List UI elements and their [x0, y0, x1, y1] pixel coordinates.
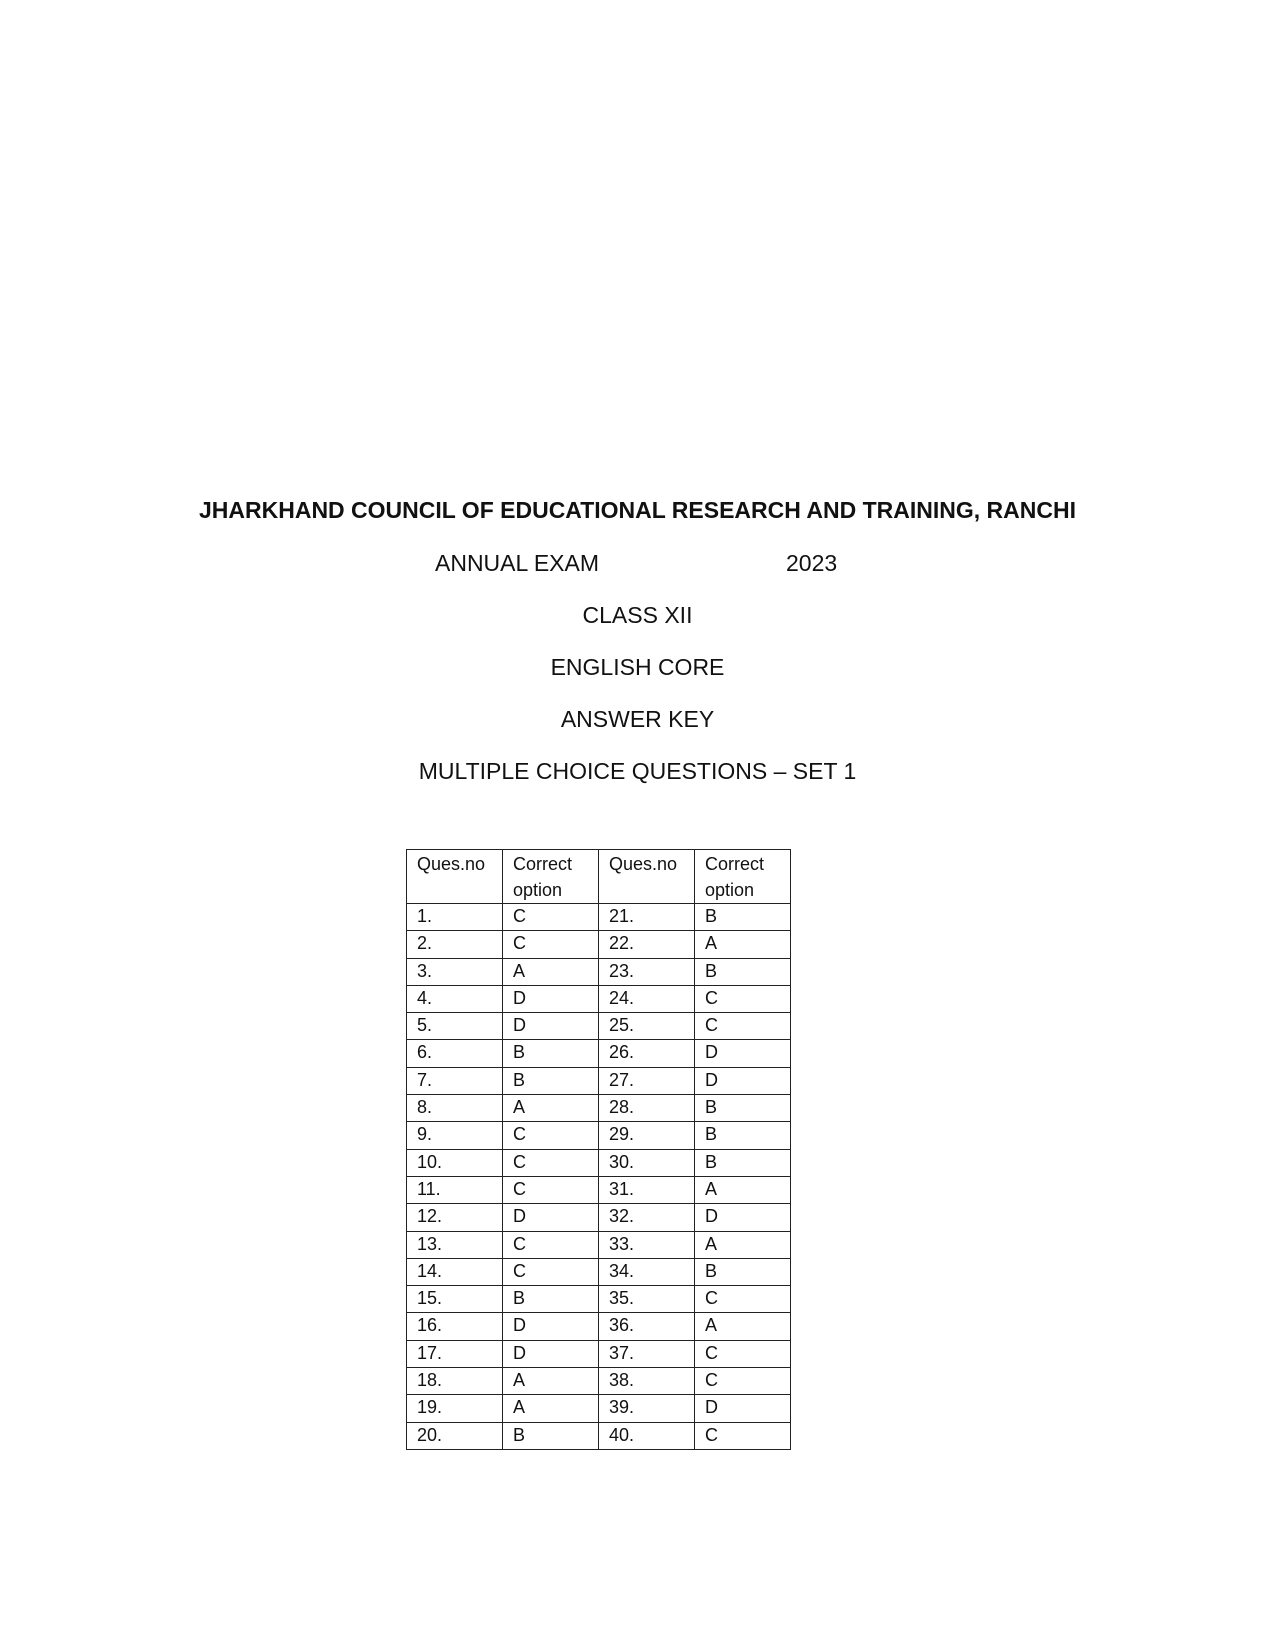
answer-cell: A	[503, 1395, 599, 1422]
answer-cell: C	[503, 1122, 599, 1149]
table-row	[407, 1395, 791, 1422]
question-number-cell: 20.	[407, 1422, 503, 1449]
answer-cell: B	[695, 958, 791, 985]
table-row	[407, 1095, 791, 1122]
question-number-cell: 8.	[407, 1095, 503, 1122]
correct-option-header: Correct option	[695, 850, 791, 904]
section-label: MULTIPLE CHOICE QUESTIONS – SET 1	[418, 758, 857, 784]
table-row	[407, 958, 791, 985]
question-number-cell: 36.	[599, 1313, 695, 1340]
answer-cell: A	[503, 1368, 599, 1395]
answer-cell: A	[695, 1231, 791, 1258]
table-row	[407, 904, 791, 931]
table-row	[407, 1122, 791, 1149]
answer-cell: D	[503, 1013, 599, 1040]
question-number-cell: 37.	[599, 1340, 695, 1367]
question-number-cell: 2.	[407, 931, 503, 958]
answer-cell: A	[695, 1176, 791, 1203]
question-number-cell: 9.	[407, 1122, 503, 1149]
question-number-cell: 11.	[407, 1176, 503, 1203]
question-number-cell: 39.	[599, 1395, 695, 1422]
question-number-cell: 30.	[599, 1149, 695, 1176]
table-row	[407, 1149, 791, 1176]
answer-rows	[407, 904, 791, 1450]
question-number-cell: 31.	[599, 1176, 695, 1203]
question-number-cell: 14.	[407, 1258, 503, 1285]
exam-row	[0, 549, 1275, 577]
question-number-cell: 22.	[599, 931, 695, 958]
question-number-cell: 38.	[599, 1368, 695, 1395]
answer-cell: B	[503, 1067, 599, 1094]
question-number-cell: 32.	[599, 1204, 695, 1231]
answer-cell: C	[695, 1368, 791, 1395]
answer-cell: C	[695, 1286, 791, 1313]
answer-cell: C	[503, 904, 599, 931]
answer-cell: D	[503, 1340, 599, 1367]
table-row	[407, 1231, 791, 1258]
question-number-cell: 28.	[599, 1095, 695, 1122]
exam-year: 2023	[786, 550, 838, 576]
answer-cell: D	[695, 1040, 791, 1067]
answer-cell: B	[695, 1258, 791, 1285]
question-number-cell: 33.	[599, 1231, 695, 1258]
table-row	[407, 1013, 791, 1040]
answer-cell: C	[503, 1258, 599, 1285]
question-number-cell: 6.	[407, 1040, 503, 1067]
table-row	[407, 1340, 791, 1367]
document-type-label: ANSWER KEY	[560, 706, 715, 732]
question-number-cell: 26.	[599, 1040, 695, 1067]
answer-cell: B	[503, 1040, 599, 1067]
ques-no-header: Ques.no	[407, 850, 503, 904]
question-number-cell: 12.	[407, 1204, 503, 1231]
answer-cell: A	[503, 1095, 599, 1122]
table-row	[407, 1204, 791, 1231]
question-number-cell: 18.	[407, 1368, 503, 1395]
question-number-cell: 34.	[599, 1258, 695, 1285]
answer-cell: B	[695, 1122, 791, 1149]
answer-cell: B	[695, 904, 791, 931]
question-number-cell: 16.	[407, 1313, 503, 1340]
answer-cell: D	[695, 1204, 791, 1231]
question-number-cell: 15.	[407, 1286, 503, 1313]
answer-cell: C	[695, 985, 791, 1012]
question-number-cell: 17.	[407, 1340, 503, 1367]
answer-cell: B	[695, 1095, 791, 1122]
answer-cell: C	[695, 1013, 791, 1040]
answer-key-table	[406, 849, 791, 1450]
table-row	[407, 985, 791, 1012]
question-number-cell: 27.	[599, 1067, 695, 1094]
answer-cell: A	[695, 1313, 791, 1340]
answer-cell: B	[695, 1149, 791, 1176]
question-number-cell: 40.	[599, 1422, 695, 1449]
class-label: CLASS XII	[582, 602, 693, 628]
question-number-cell: 13.	[407, 1231, 503, 1258]
ques-no-header: Ques.no	[599, 850, 695, 904]
table-row	[407, 1040, 791, 1067]
answer-cell: D	[503, 1313, 599, 1340]
table-row	[407, 931, 791, 958]
question-number-cell: 1.	[407, 904, 503, 931]
question-number-cell: 29.	[599, 1122, 695, 1149]
table-row	[407, 1368, 791, 1395]
table-row	[407, 1422, 791, 1449]
table-header-row	[407, 850, 791, 904]
question-number-cell: 19.	[407, 1395, 503, 1422]
subject-label: ENGLISH CORE	[550, 654, 725, 680]
answer-cell: D	[503, 985, 599, 1012]
answer-cell: A	[503, 958, 599, 985]
answer-cell: C	[695, 1340, 791, 1367]
table-row	[407, 1286, 791, 1313]
question-number-cell: 5.	[407, 1013, 503, 1040]
answer-cell: D	[695, 1395, 791, 1422]
question-number-cell: 10.	[407, 1149, 503, 1176]
table-row	[407, 1313, 791, 1340]
question-number-cell: 3.	[407, 958, 503, 985]
exam-name: ANNUAL EXAM	[435, 550, 600, 576]
answer-cell: C	[695, 1422, 791, 1449]
question-number-cell: 24.	[599, 985, 695, 1012]
question-number-cell: 4.	[407, 985, 503, 1012]
question-number-cell: 25.	[599, 1013, 695, 1040]
answer-cell: C	[503, 1176, 599, 1203]
question-number-cell: 21.	[599, 904, 695, 931]
answer-cell: C	[503, 1231, 599, 1258]
question-number-cell: 35.	[599, 1286, 695, 1313]
answer-cell: D	[695, 1067, 791, 1094]
answer-cell: D	[503, 1204, 599, 1231]
correct-option-header: Correct option	[503, 850, 599, 904]
table-row	[407, 1258, 791, 1285]
table-row	[407, 1176, 791, 1203]
table-row	[407, 1067, 791, 1094]
question-number-cell: 7.	[407, 1067, 503, 1094]
organization-title: JHARKHAND COUNCIL OF EDUCATIONAL RESEARCH AND TRAINING, RANCHI	[199, 497, 1076, 523]
answer-cell: A	[695, 931, 791, 958]
answer-cell: B	[503, 1286, 599, 1313]
question-number-cell: 23.	[599, 958, 695, 985]
answer-cell: B	[503, 1422, 599, 1449]
answer-cell: C	[503, 1149, 599, 1176]
answer-cell: C	[503, 931, 599, 958]
